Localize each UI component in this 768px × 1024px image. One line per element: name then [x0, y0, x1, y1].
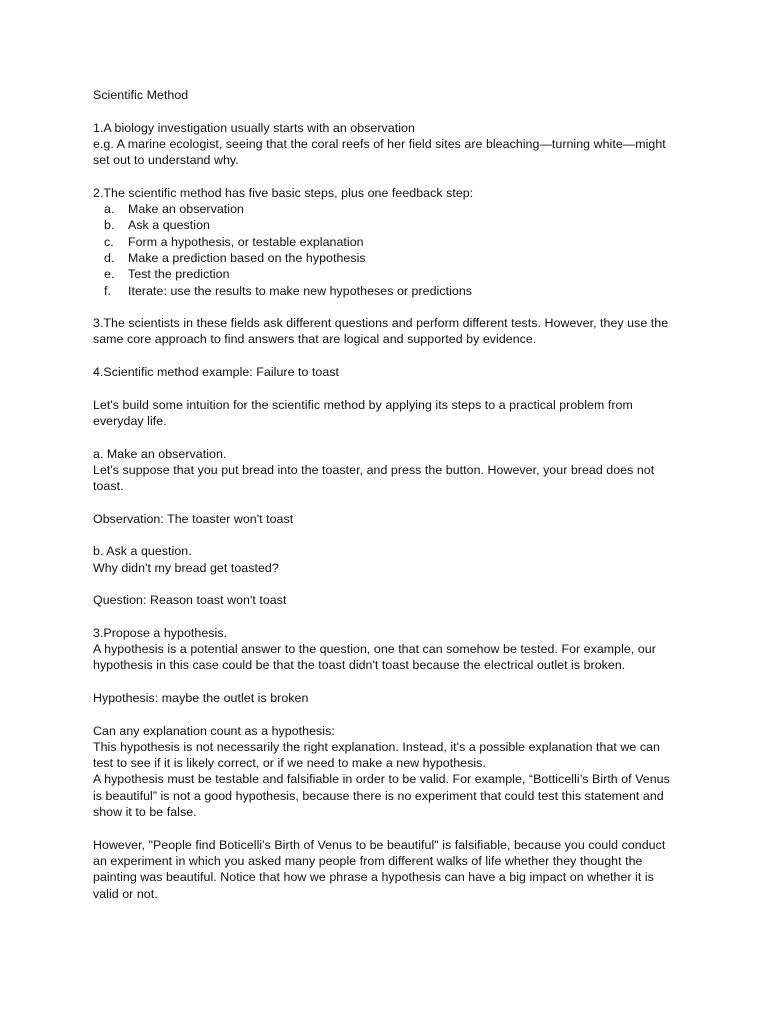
list-item-text: Form a hypothesis, or testable explanation: [128, 234, 364, 249]
list-item-text: Ask a question: [128, 218, 210, 233]
step-c-heading: 3.Propose a hypothesis.: [93, 625, 228, 640]
spacer: [93, 380, 673, 396]
spacer: [93, 576, 673, 592]
list-item: [93, 283, 673, 299]
explanation-paragraph-2: A hypothesis must be testable and falsifiable in order to be valid. For example, “Botticelli’s Birth of Venus is beautiful” is not a good hypothesis, because there is no experiment that could test this statement and show it to be false.: [93, 772, 670, 820]
list-item-text: Test the prediction: [128, 267, 230, 282]
explanation-paragraph-1: This hypothesis is not necessarily the right explanation. Instead, it's a possible explanation that we can test to see if it is likely correct, or if we need to make a new hypothesis.: [93, 739, 660, 771]
list-marker: f.: [104, 283, 111, 298]
step-b-text: Why didn't my bread get toasted?: [93, 560, 279, 575]
spacer: [93, 429, 673, 445]
observation-statement: Observation: The toaster won't toast: [93, 511, 294, 526]
final-paragraph: However, "People find Boticelli's Birth of Venus to be beautiful" is falsifiable, because you could conduct an experiment in which you asked many people from different walks of life whether they thought the painting was beautiful. Notice that how we phrase a hypothesis can have a big impact on whether it is valid or not.: [93, 837, 666, 901]
hypothesis-statement: Hypothesis: maybe the outlet is broken: [93, 690, 309, 705]
spacer: [93, 820, 673, 836]
section-4-heading: 4.Scientific method example: Failure to toast: [93, 365, 340, 380]
step-a-text: Let's suppose that you put bread into the toaster, and press the button. However, your bread does not toast.: [93, 462, 655, 494]
section-4-intro: Let's build some intuition for the scientific method by applying its steps to a practical problem from everyday life.: [93, 397, 633, 428]
step-a-heading: a. Make an observation.: [93, 446, 227, 461]
list-marker: c.: [104, 234, 114, 249]
spacer: [93, 103, 673, 119]
section-1-example: e.g. A marine ecologist, seeing that the coral reefs of her field sites are bleaching—turning white—might set out to understand why.: [93, 136, 666, 168]
document-body: [93, 87, 673, 902]
spacer: [93, 348, 673, 364]
spacer: [93, 674, 673, 690]
step-c-text: A hypothesis is a potential answer to the question, one that can somehow be tested. For example, our hypothesis in this case could be that the toast didn't toast because the electrical outlet is broken.: [93, 642, 656, 673]
spacer: [93, 706, 673, 722]
list-marker: a.: [104, 202, 115, 217]
spacer: [93, 494, 673, 510]
list-marker: b.: [104, 218, 115, 233]
list-item-text: Make a prediction based on the hypothesis: [128, 250, 366, 265]
step-b-heading: b. Ask a question.: [93, 544, 192, 559]
section-1-heading: 1.A biology investigation usually starts with an observation: [93, 120, 415, 135]
document-title: Scientific Method: [93, 88, 189, 102]
list-item: [93, 250, 673, 266]
spacer: [93, 299, 673, 315]
steps-list: [93, 201, 673, 299]
section-2-heading: 2.The scientific method has five basic steps, plus one feedback step:: [93, 185, 474, 200]
explanation-heading: Can any explanation count as a hypothesis:: [93, 723, 335, 738]
list-item: [93, 217, 673, 233]
list-marker: d.: [104, 250, 115, 265]
question-statement: Question: Reason toast won't toast: [93, 593, 287, 608]
spacer: [93, 527, 673, 543]
list-item: [93, 266, 673, 282]
list-item: [93, 201, 673, 217]
list-item: [93, 234, 673, 250]
list-item-text: Make an observation: [128, 202, 244, 217]
spacer: [93, 609, 673, 625]
spacer: [93, 168, 673, 184]
section-3-paragraph: 3.The scientists in these fields ask different questions and perform different tests. However, they use the same core approach to find answers that are logical and supported by evidence.: [93, 316, 669, 347]
list-marker: e.: [104, 267, 115, 282]
list-item-text: Iterate: use the results to make new hypotheses or predictions: [128, 283, 473, 298]
